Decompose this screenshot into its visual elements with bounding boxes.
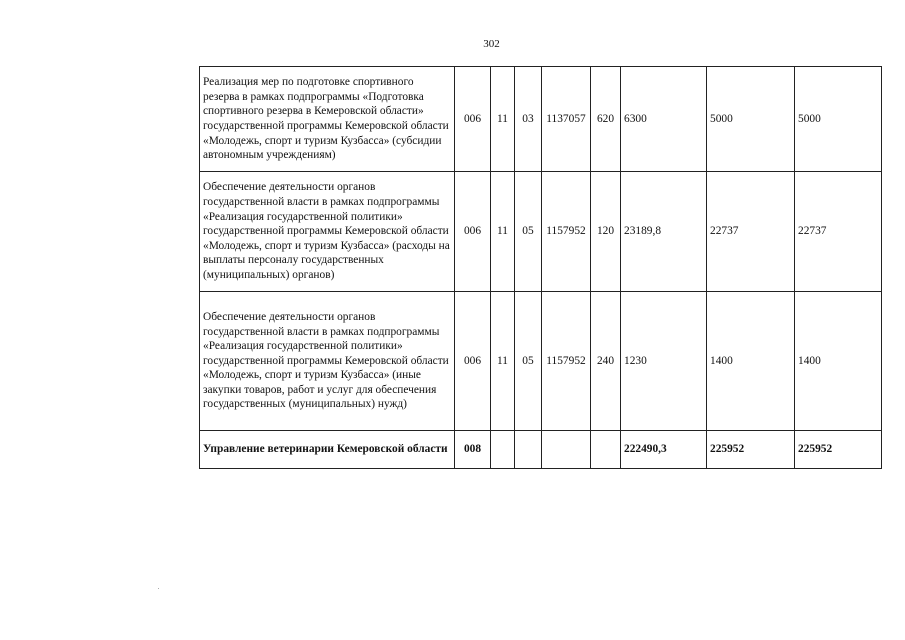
subsection-code: 03 [515,67,542,172]
amount-1: 222490,3 [621,431,707,469]
expense-type-code: 120 [591,172,621,292]
table-row [200,172,882,292]
table-row [200,67,882,172]
ministry-code: 008 [455,431,491,469]
row-description: Обеспечение деятельности органов государственной власти в рамках подпрограммы «Реализация государственной политики» государственной программы Кемеровской области «Молодежь, спорт и туризм Кузбасса» (иные закупки товаров, работ и услуг для обеспечения государственных (муниципальных) нужд) [200,292,455,431]
amount-3: 22737 [795,172,882,292]
budget-table [199,66,882,469]
section-code: 11 [491,67,515,172]
subsection-code [515,431,542,469]
amount-2: 22737 [707,172,795,292]
ministry-code: 006 [455,172,491,292]
target-code: 1137057 [542,67,591,172]
subsection-code: 05 [515,292,542,431]
section-code: 11 [491,172,515,292]
amount-2: 5000 [707,67,795,172]
expense-type-code [591,431,621,469]
row-description: Управление ветеринарии Кемеровской области [200,431,455,469]
target-code [542,431,591,469]
amount-2: 1400 [707,292,795,431]
ministry-code: 006 [455,292,491,431]
ministry-code: 006 [455,67,491,172]
amount-1: 1230 [621,292,707,431]
amount-1: 23189,8 [621,172,707,292]
page-number: 302 [483,38,500,50]
scan-speck [158,588,159,589]
amount-3: 225952 [795,431,882,469]
section-code: 11 [491,292,515,431]
expense-type-code: 240 [591,292,621,431]
target-code: 1157952 [542,292,591,431]
amount-3: 1400 [795,292,882,431]
expense-type-code: 620 [591,67,621,172]
target-code: 1157952 [542,172,591,292]
table-row [200,292,882,431]
row-description: Обеспечение деятельности органов государственной власти в рамках подпрограммы «Реализация государственной политики» государственной программы Кемеровской области «Молодежь, спорт и туризм Кузбасса» (расходы на выплаты персоналу государственных (муниципальных) органов) [200,172,455,292]
amount-1: 6300 [621,67,707,172]
amount-2: 225952 [707,431,795,469]
amount-3: 5000 [795,67,882,172]
table-row-total [200,431,882,469]
section-code [491,431,515,469]
subsection-code: 05 [515,172,542,292]
row-description: Реализация мер по подготовке спортивного резерва в рамках подпрограммы «Подготовка спортивного резерва в Кемеровской области» государственной программы Кемеровской области «Молодежь, спорт и туризм Кузбасса» (субсидии автономным учреждениям) [200,67,455,172]
